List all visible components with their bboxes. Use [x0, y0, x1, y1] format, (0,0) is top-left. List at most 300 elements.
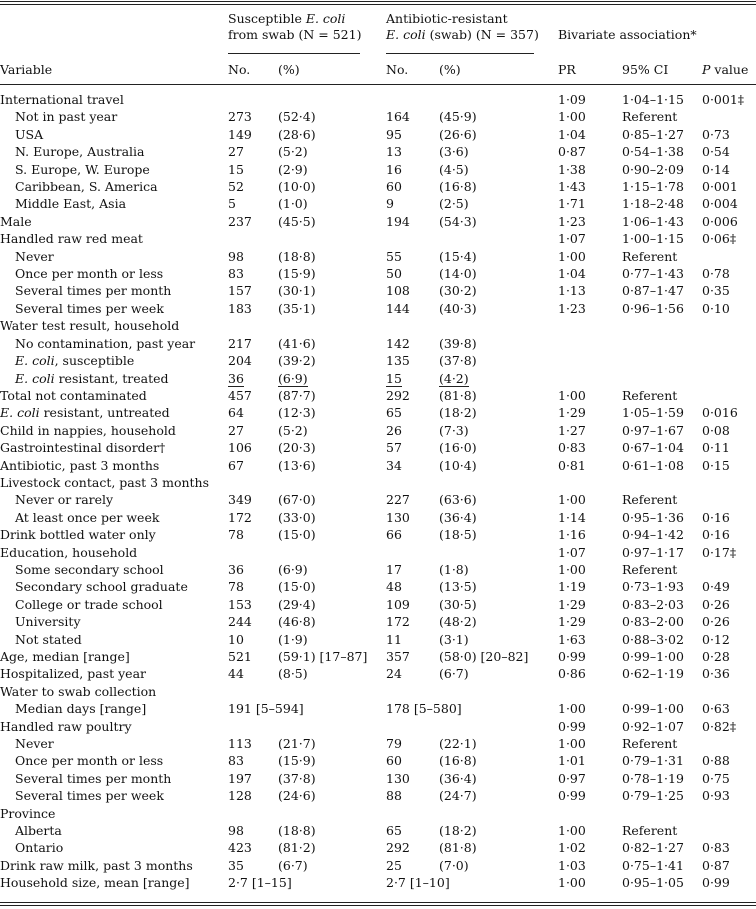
cell-pct-resistant: (7·0): [439, 857, 469, 873]
cell-ci: [622, 805, 702, 822]
cell-pct-susceptible: [278, 91, 386, 108]
cell-p-value: 0·63: [702, 701, 730, 717]
cell-p-value: [702, 491, 756, 508]
cell-pct-resistant: (13·5): [439, 579, 477, 595]
cell-p-value: [702, 387, 756, 404]
cell-p-value: 0·14: [702, 161, 730, 177]
cell-pr: 1·00: [558, 248, 586, 264]
col-p-value: P value: [702, 62, 749, 77]
cell-no-resistant: 55: [386, 248, 402, 264]
cell-no-resistant: [386, 370, 439, 387]
cell-p-value: [702, 370, 756, 387]
col-pct-susceptible: (%): [278, 62, 300, 77]
cell-ci: [622, 352, 702, 369]
cell-pr: 0·81: [558, 457, 586, 473]
row-label: Province: [0, 805, 56, 821]
label-italic-part: E. coli: [0, 405, 40, 421]
table-row: [0, 108, 756, 125]
cell-p-value: 0·006: [702, 213, 738, 229]
cell-no-resistant: [386, 91, 439, 108]
cell-no-susceptible: 27: [228, 144, 244, 160]
row-label: Antibiotic, past 3 months: [0, 457, 160, 473]
cell-no-resistant: 108: [386, 283, 410, 299]
cell-p-value: 0·75: [702, 770, 730, 786]
cell-no-resistant: 60: [386, 179, 402, 195]
cell-p-value: 0·15: [702, 457, 730, 473]
cell-no-susceptible: 78: [228, 527, 244, 543]
cell-ci: Referent: [622, 248, 678, 264]
cell-pct-susceptible: (15·0): [278, 527, 316, 543]
table-row: [0, 631, 756, 648]
cell-ci: [622, 370, 702, 387]
cell-p-value: 0·17‡: [702, 544, 737, 560]
row-label: Several times per week: [15, 300, 164, 316]
cell-no-resistant: 24: [386, 666, 402, 682]
cell-ci: 0·90–2·09: [622, 161, 684, 177]
cell-p-value: 0·88: [702, 753, 730, 769]
cell-no-susceptible: 5: [228, 196, 236, 212]
cell-pr: 1·63: [558, 631, 586, 647]
table-row: [0, 474, 756, 491]
cell-pct-resistant: (18·5): [439, 527, 477, 543]
row-label: Handled raw red meat: [0, 231, 143, 247]
row-label: Once per month or less: [15, 266, 164, 282]
cell-pct-resistant: [439, 805, 558, 822]
table-row: [0, 439, 756, 456]
row-label: Some secondary school: [15, 561, 164, 577]
row-label: Water test result, household: [0, 318, 180, 334]
cell-pr: 1·04: [558, 126, 586, 142]
cell-pr: 1·04: [558, 266, 586, 282]
table-row: [0, 700, 756, 717]
cell-no-susceptible: 273: [228, 109, 252, 125]
row-label: International travel: [0, 92, 124, 107]
cell-no-resistant: [386, 805, 439, 822]
cell-pct-susceptible: [278, 805, 386, 822]
cell-pct-resistant: (30·5): [439, 596, 477, 612]
cell-pr: 0·83: [558, 440, 586, 456]
cell-pr: 1·29: [558, 596, 586, 612]
cell-p-value: 0·82‡: [702, 718, 737, 734]
cell-no-resistant: 16: [386, 161, 402, 177]
header-susceptible-group: Susceptible E. coli from swab (N = 521): [228, 11, 362, 42]
cell-pct-resistant: [439, 474, 558, 491]
table-row: [0, 561, 756, 578]
cell-pr: [558, 805, 622, 822]
cell-pr: 1·07: [558, 544, 586, 560]
cell-ci: 0·96–1·56: [622, 300, 684, 316]
cell-pr: 1·09: [558, 92, 586, 107]
cell-pr: 1·00: [558, 701, 586, 717]
cell-pct-susceptible: [278, 474, 386, 491]
cell-pct-resistant: (81·8): [439, 840, 477, 856]
table-row: [0, 787, 756, 804]
row-label: Livestock contact, past 3 months: [0, 474, 210, 490]
cell-pr: 1·19: [558, 579, 586, 595]
cell-p-value: [702, 474, 756, 491]
cell-pct-resistant: (10·4): [439, 457, 477, 473]
row-label: Drink raw milk, past 3 months: [0, 857, 193, 873]
cell-pr: 1·16: [558, 527, 586, 543]
cell-p-value: [702, 805, 756, 822]
table-row: [0, 770, 756, 787]
cell-no-resistant: 178 [5–580]: [386, 701, 462, 717]
cell-p-value: 0·26: [702, 614, 730, 630]
cell-pct-susceptible: [278, 874, 386, 891]
cell-pr: 0·97: [558, 770, 586, 786]
label-italic-part: E. coli: [15, 370, 55, 386]
cell-no-resistant: 13: [386, 144, 402, 160]
cell-no-resistant: [386, 718, 439, 735]
cell-p-value: 0·73: [702, 126, 730, 142]
cell-pct-susceptible: [278, 230, 386, 247]
cell-no-resistant: 65: [386, 823, 402, 839]
cell-pct-resistant: (39·8): [439, 335, 477, 351]
label-rest: resistant, treated: [54, 370, 169, 386]
cell-p-value: 0·001: [702, 179, 738, 195]
row-label: College or trade school: [15, 596, 163, 612]
row-label: Gastrointestinal disorder†: [0, 440, 166, 456]
cell-pct-susceptible: (24·6): [278, 788, 316, 804]
table-row: [0, 718, 756, 735]
cell-p-value: 0·28: [702, 649, 730, 664]
row-label: S. Europe, W. Europe: [15, 161, 150, 177]
group-underline-susceptible: [228, 53, 360, 54]
table-row: [0, 596, 756, 613]
cell-p-value: [702, 735, 756, 752]
cell-pct-susceptible: (13·6): [278, 457, 316, 473]
cell-no-susceptible: 349: [228, 492, 252, 508]
cell-ci: 1·05–1·59: [622, 405, 684, 421]
cell-no-resistant: 142: [386, 335, 410, 351]
cell-no-resistant: 50: [386, 266, 402, 282]
cell-no-susceptible: 217: [228, 335, 252, 351]
cell-p-value: 0·49: [702, 579, 730, 595]
cell-pr: 1·01: [558, 753, 586, 769]
col-ci: 95% CI: [622, 62, 669, 77]
cell-pct-resistant: [439, 718, 558, 735]
cell-p-value: 0·10: [702, 300, 730, 316]
cell-pct-resistant: (54·3): [439, 213, 477, 229]
cell-underlined-value: (4·2): [439, 370, 469, 386]
cell-p-value: 0·001‡: [702, 92, 745, 107]
cell-no-resistant: 164: [386, 109, 410, 125]
cell-pct-resistant: [439, 874, 558, 891]
table-row: [0, 178, 756, 195]
cell-pr: 1·03: [558, 857, 586, 873]
cell-pr: [558, 474, 622, 491]
cell-pct-susceptible: (8·5): [278, 666, 308, 682]
row-label: Hospitalized, past year: [0, 666, 146, 682]
cell-ci: 0·54–1·38: [622, 144, 684, 160]
cell-ci: 0·79–1·25: [622, 788, 684, 804]
table-row: [0, 230, 756, 247]
cell-pct-resistant: [439, 317, 558, 334]
cell-no-resistant: 135: [386, 353, 410, 369]
cell-ci: 0·94–1·42: [622, 527, 684, 543]
cell-no-resistant: 11: [386, 631, 402, 647]
table-row: [0, 387, 756, 404]
row-label: University: [15, 614, 81, 630]
cell-ci: 1·06–1·43: [622, 213, 684, 229]
cell-pct-susceptible: (15·0): [278, 579, 316, 595]
col-no-susceptible: No.: [228, 62, 251, 77]
cell-p-value: 0·004: [702, 196, 738, 212]
cell-pr: 1·00: [558, 387, 586, 403]
cell-no-resistant: [386, 317, 439, 334]
top-rule: [0, 1, 756, 2]
table-row: [0, 805, 756, 822]
table-row: [0, 578, 756, 595]
cell-no-susceptible: 98: [228, 823, 244, 839]
cell-no-susceptible: 44: [228, 666, 244, 682]
cell-p-value: 0·16: [702, 509, 730, 525]
cell-no-resistant: [386, 544, 439, 561]
cell-no-susceptible: [228, 544, 278, 561]
cell-pr: [558, 370, 622, 387]
cell-ci: Referent: [622, 492, 678, 508]
cell-no-resistant: 172: [386, 614, 410, 630]
cell-no-resistant: [386, 683, 439, 700]
cell-pct-susceptible: (87·7): [278, 387, 316, 403]
cell-pct-resistant: (14·0): [439, 266, 477, 282]
row-label: Once per month or less: [15, 753, 164, 769]
cell-pr: 1·27: [558, 422, 586, 438]
cell-no-resistant: 95: [386, 126, 402, 142]
header-bivariate-group: Bivariate association*: [558, 27, 697, 42]
bottom-rule-double: [0, 905, 756, 906]
cell-p-value: 0·08: [702, 422, 730, 438]
cell-pct-resistant: (18·2): [439, 823, 477, 839]
cell-pct-susceptible: (59·1) [17–87]: [278, 649, 368, 664]
row-label: Several times per week: [15, 788, 164, 804]
cell-ci: 0·61–1·08: [622, 457, 684, 473]
col-no-resistant: No.: [386, 62, 409, 77]
cell-pr: 1·02: [558, 840, 586, 856]
row-label: [0, 370, 228, 387]
cell-pct-susceptible: (41·6): [278, 335, 316, 351]
data-table: [0, 91, 756, 892]
cell-no-susceptible: [228, 370, 278, 387]
cell-no-resistant: 109: [386, 596, 410, 612]
cell-p-value: 0·16: [702, 527, 730, 543]
cell-pct-resistant: (15·4): [439, 248, 477, 264]
row-label: At least once per week: [15, 509, 160, 525]
cell-ci: 0·95–1·36: [622, 509, 684, 525]
cell-p-value: 0·35: [702, 283, 730, 299]
row-label: Caribbean, S. America: [15, 179, 158, 195]
cell-pct-resistant: (63·6): [439, 492, 477, 508]
cell-pct-resistant: [439, 370, 558, 387]
table-row: [0, 544, 756, 561]
cell-pct-susceptible: (18·8): [278, 248, 316, 264]
cell-pct-susceptible: (45·5): [278, 213, 316, 229]
cell-no-susceptible: [228, 718, 278, 735]
cell-p-value: [702, 683, 756, 700]
cell-underlined-value: 15: [386, 370, 402, 386]
cell-pct-susceptible: [278, 317, 386, 334]
cell-no-resistant: 26: [386, 422, 402, 438]
row-label: Not stated: [15, 631, 82, 647]
cell-ci: 0·99–1·00: [622, 701, 684, 717]
row-label: Not in past year: [15, 109, 118, 125]
cell-no-resistant: [386, 230, 439, 247]
cell-pr: 1·43: [558, 179, 586, 195]
cell-no-resistant: 292: [386, 840, 410, 856]
cell-no-susceptible: 52: [228, 179, 244, 195]
cell-pr: 1·00: [558, 109, 586, 125]
table-row: [0, 752, 756, 769]
cell-no-susceptible: 36: [228, 561, 244, 577]
cell-pct-susceptible: (12·3): [278, 405, 316, 421]
cell-pct-resistant: (7·3): [439, 422, 469, 438]
label-rest: resistant, untreated: [39, 405, 170, 421]
cell-pct-resistant: (48·2): [439, 614, 477, 630]
cell-pct-susceptible: (5·2): [278, 144, 308, 160]
cell-p-value: 0·93: [702, 788, 730, 804]
cell-ci: 0·92–1·07: [622, 718, 684, 734]
cell-ci: 0·75–1·41: [622, 857, 684, 873]
cell-pct-susceptible: (1·9): [278, 631, 308, 647]
cell-pct-susceptible: (28·6): [278, 126, 316, 142]
row-label: Alberta: [15, 823, 62, 839]
cell-pct-resistant: (2·5): [439, 196, 469, 212]
cell-pct-resistant: (16·0): [439, 440, 477, 456]
cell-ci: 0·82–1·27: [622, 840, 684, 856]
cell-no-susceptible: 113: [228, 736, 252, 752]
cell-pr: 1·71: [558, 196, 586, 212]
table-row: [0, 665, 756, 682]
cell-ci: 1·00–1·15: [622, 231, 684, 247]
cell-ci: 0·97–1·67: [622, 422, 684, 438]
col-pr: PR: [558, 62, 576, 77]
row-label: Several times per month: [15, 283, 172, 299]
cell-pct-susceptible: (52·4): [278, 109, 316, 125]
cell-ci: 1·04–1·15: [622, 92, 684, 107]
cell-ci: Referent: [622, 109, 678, 125]
cell-no-susceptible: 172: [228, 509, 252, 525]
cell-pr: 0·99: [558, 718, 586, 734]
label-italic-part: E. coli: [15, 353, 55, 369]
row-label: Water to swab collection: [0, 683, 157, 699]
table-row: [0, 213, 756, 230]
cell-no-resistant: 292: [386, 387, 410, 403]
cell-no-susceptible: 128: [228, 788, 252, 804]
row-label: Child in nappies, household: [0, 422, 176, 438]
cell-p-value: [702, 317, 756, 334]
table-row: [0, 370, 756, 387]
cell-no-resistant: 9: [386, 196, 394, 212]
cell-pct-susceptible: (20·3): [278, 440, 316, 456]
group-underline-resistant: [386, 53, 534, 54]
row-label: N. Europe, Australia: [15, 144, 145, 160]
cell-p-value: [702, 822, 756, 839]
cell-pct-resistant: (3·1): [439, 631, 469, 647]
cell-pr: 1·38: [558, 161, 586, 177]
table-row: [0, 195, 756, 212]
table-row: [0, 491, 756, 508]
cell-no-resistant: 130: [386, 770, 410, 786]
cell-no-susceptible: 157: [228, 283, 252, 299]
cell-pct-susceptible: [278, 683, 386, 700]
cell-no-susceptible: 521: [228, 649, 252, 664]
cell-pct-susceptible: (67·0): [278, 492, 316, 508]
cell-pct-susceptible: [278, 370, 386, 387]
cell-pct-resistant: (16·8): [439, 179, 477, 195]
cell-pct-resistant: [439, 544, 558, 561]
table-row: [0, 126, 756, 143]
row-label: USA: [15, 126, 44, 142]
cell-pr: 1·00: [558, 823, 586, 839]
cell-pr: [558, 335, 622, 352]
cell-pct-resistant: [439, 683, 558, 700]
table-row: [0, 317, 756, 334]
cell-no-susceptible: 237: [228, 213, 252, 229]
table-row: [0, 422, 756, 439]
cell-no-susceptible: [228, 317, 278, 334]
cell-no-susceptible: 204: [228, 353, 252, 369]
cell-pct-susceptible: (10·0): [278, 179, 316, 195]
table-row: [0, 282, 756, 299]
row-label: Median days [range]: [15, 701, 147, 717]
cell-no-resistant: 194: [386, 213, 410, 229]
cell-no-resistant: 34: [386, 457, 402, 473]
cell-pr: 1·00: [558, 736, 586, 752]
cell-pr: 1·07: [558, 231, 586, 247]
cell-no-susceptible: 98: [228, 248, 244, 264]
cell-pct-resistant: [439, 91, 558, 108]
cell-ci: 0·85–1·27: [622, 126, 684, 142]
cell-pct-resistant: (3·6): [439, 144, 469, 160]
row-label: [0, 352, 228, 369]
table-row: [0, 143, 756, 160]
cell-pct-susceptible: (18·8): [278, 823, 316, 839]
table-row: [0, 91, 756, 108]
cell-no-susceptible: 149: [228, 126, 252, 142]
cell-pr: 1·29: [558, 614, 586, 630]
table-row: [0, 509, 756, 526]
cell-pct-susceptible: (15·9): [278, 266, 316, 282]
cell-pct-resistant: (30·2): [439, 283, 477, 299]
cell-ci: Referent: [622, 823, 678, 839]
row-label: Handled raw poultry: [0, 718, 132, 734]
cell-underlined-value: 36: [228, 370, 244, 386]
cell-no-susceptible: [228, 230, 278, 247]
cell-pct-resistant: (36·4): [439, 770, 477, 786]
cell-no-resistant: 2·7 [1–10]: [386, 875, 450, 891]
cell-no-resistant: 60: [386, 753, 402, 769]
cell-pct-susceptible: (30·1): [278, 283, 316, 299]
cell-pct-susceptible: (6·7): [278, 857, 308, 873]
cell-pct-susceptible: [278, 718, 386, 735]
label-rest: , susceptible: [54, 353, 135, 369]
cell-p-value: 0·78: [702, 266, 730, 282]
cell-pct-susceptible: (37·8): [278, 770, 316, 786]
cell-pct-resistant: (22·1): [439, 736, 477, 752]
cell-p-value: 0·06‡: [702, 231, 737, 247]
cell-pr: 1·14: [558, 509, 586, 525]
cell-p-value: [702, 352, 756, 369]
cell-no-susceptible: 10: [228, 631, 244, 647]
bottom-rule: [0, 902, 756, 903]
table-row: [0, 526, 756, 543]
table-row: [0, 648, 756, 665]
cell-p-value: 0·26: [702, 596, 730, 612]
cell-underlined-value: (6·9): [278, 370, 308, 386]
cell-no-susceptible: [228, 805, 278, 822]
cell-no-susceptible: 106: [228, 440, 252, 456]
table-row: [0, 335, 756, 352]
